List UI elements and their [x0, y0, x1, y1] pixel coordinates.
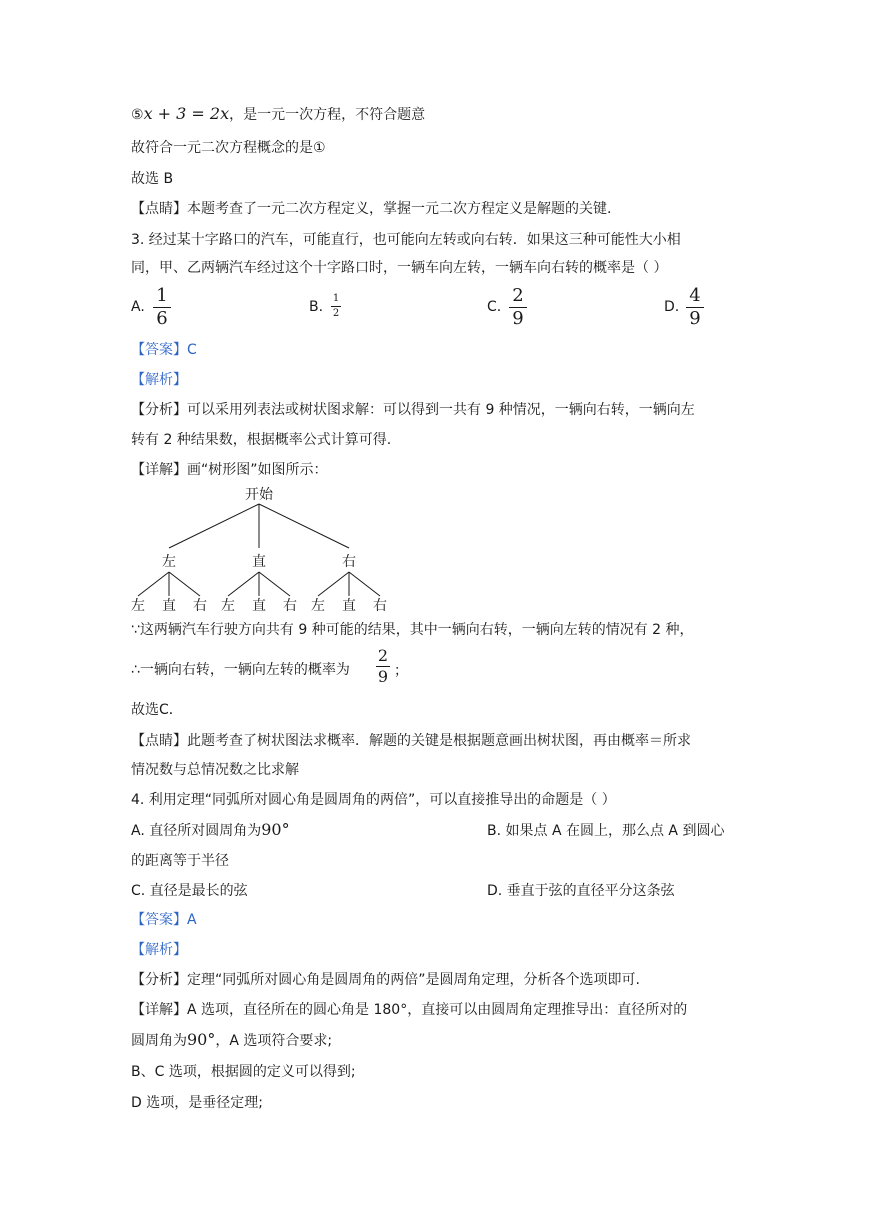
- tree-l2-node: 直: [252, 598, 266, 614]
- q4-d-line: D 选项，是垂径定理;: [131, 1095, 263, 1111]
- option-a-degree: 90°: [261, 820, 290, 839]
- q4-analysis-line: 【分析】定理“同弧所对圆心角是圆周角的两倍”是圆周角定理，分析各个选项即可.: [131, 972, 640, 988]
- numerator: 2: [512, 285, 524, 306]
- numerator: 1: [156, 285, 168, 306]
- option-a-text: A. 直径所对圆周角为: [131, 823, 262, 839]
- therefore-text: ∴一辆向右转，一辆向左转的概率为: [131, 662, 350, 678]
- q3-analysis-line-1: 【分析】可以采用列表法或树状图求解：可以得到一共有 9 种情况，一辆向右转，一辆向左: [131, 402, 695, 418]
- denominator: 2: [332, 308, 340, 319]
- q3-comment-line-1: 【点睛】此题考查了树状图法求概率．解题的关键是根据题意画出树状图，再由概率＝所求: [131, 733, 691, 749]
- q3-therefore-line: [131, 660, 350, 680]
- q3-comment-line-2: 情况数与总情况数之比求解: [131, 762, 299, 778]
- tree-root: 开始: [245, 487, 273, 503]
- tree-l2-node: 右: [193, 598, 207, 614]
- numerator: 1: [332, 293, 340, 304]
- q3-answer: 【答案】C: [131, 342, 197, 358]
- denominator: 9: [689, 308, 701, 329]
- tree-l2-node: 直: [162, 598, 176, 614]
- tree-l1-node: 右: [342, 554, 356, 570]
- line-option-5: [131, 104, 425, 125]
- tree-l2-node: 左: [311, 598, 325, 614]
- question-3-line-2: 同，甲、乙两辆汽车经过这个十字路口时，一辆车向左转，一辆车向右转的概率是（ ）: [131, 260, 668, 276]
- line-choice: 故选 B: [131, 171, 174, 187]
- tree-l1-node: 左: [162, 554, 176, 570]
- detail-text-end: ，A 选项符合要求;: [215, 1033, 333, 1049]
- numerator: 2: [377, 646, 389, 665]
- detail-degree: 90°: [187, 1030, 216, 1049]
- q3-option-c-label: C.: [487, 299, 502, 315]
- q4-option-b-line-1: B. 如果点 A 在圆上，那么点 A 到圆心: [487, 823, 725, 839]
- tree-l2-node: 直: [342, 598, 356, 614]
- tree-l2-node: 左: [221, 598, 235, 614]
- q4-option-a: [131, 820, 290, 840]
- q4-option-d: D. 垂直于弦的直径平分这条弦: [487, 883, 675, 899]
- q3-because-line: ∵这两辆汽车行驶方向共有 9 种可能的结果，其中一辆向右转，一辆向左转的情况有 2 种，: [131, 622, 694, 638]
- q3-analysis-header: 【解析】: [131, 372, 187, 388]
- tree-l1-node: 直: [252, 554, 266, 570]
- q3-result-fraction: [376, 648, 390, 685]
- question-4-line-1: 4. 利用定理“同弧所对圆心角是圆周角的两倍”，可以直接推导出的命题是（ ）: [131, 792, 616, 808]
- numerator: 4: [689, 285, 701, 306]
- q3-detail-header: 【详解】画“树形图”如图所示：: [131, 462, 328, 478]
- tree-l2-node: 左: [131, 598, 145, 614]
- q3-option-a-label: A.: [131, 299, 145, 315]
- q4-detail-line-2: [131, 1030, 332, 1051]
- q4-option-b-line-2: 的距离等于半径: [131, 853, 229, 869]
- tree-diagram: [128, 484, 398, 614]
- q3-therefore-end: ；: [394, 663, 408, 679]
- q4-answer: 【答案】A: [131, 912, 197, 928]
- detail-text: 圆周角为: [131, 1033, 187, 1049]
- line-comment: 【点睛】本题考查了一元二次方程定义，掌握一元二次方程定义是解题的关键.: [131, 201, 612, 217]
- q3-selection: 故选C．: [131, 702, 183, 718]
- denominator: 6: [156, 308, 168, 329]
- q3-analysis-line-2: 转有 2 种结果数，根据概率公式计算可得.: [131, 432, 392, 448]
- tree-l2-node: 右: [373, 598, 387, 614]
- q3-option-b-label: B.: [309, 299, 324, 315]
- denominator: 9: [512, 308, 524, 329]
- circle-number: ⑤: [131, 107, 144, 123]
- q4-bc-line: B、C 选项，根据圆的定义可以得到;: [131, 1064, 356, 1080]
- q4-option-c: C. 直径是最长的弦: [131, 883, 248, 899]
- question-3-line-1: 3. 经过某十字路口的汽车，可能直行，也可能向左转或向右转．如果这三种可能性大小相: [131, 232, 681, 248]
- q3-option-d-fraction: [686, 287, 704, 328]
- q4-detail-line-1: 【详解】A 选项，直径所在的圆心角是 180°，直接可以由圆周角定理推导出：直径所对的: [131, 1002, 688, 1018]
- q3-option-b-fraction: [331, 294, 341, 319]
- q3-option-c-fraction: [509, 287, 527, 328]
- q4-analysis-header: 【解析】: [131, 942, 187, 958]
- line-conclusion: 故符合一元二次方程概念的是①: [131, 140, 326, 156]
- equation: x + 3 = 2x: [143, 104, 230, 123]
- q3-option-d-label: D.: [664, 299, 680, 315]
- tree-l2-node: 右: [283, 598, 297, 614]
- denominator: 9: [377, 667, 389, 686]
- line-text: ，是一元一次方程，不符合题意: [229, 107, 426, 123]
- q3-option-a-fraction: [153, 287, 171, 328]
